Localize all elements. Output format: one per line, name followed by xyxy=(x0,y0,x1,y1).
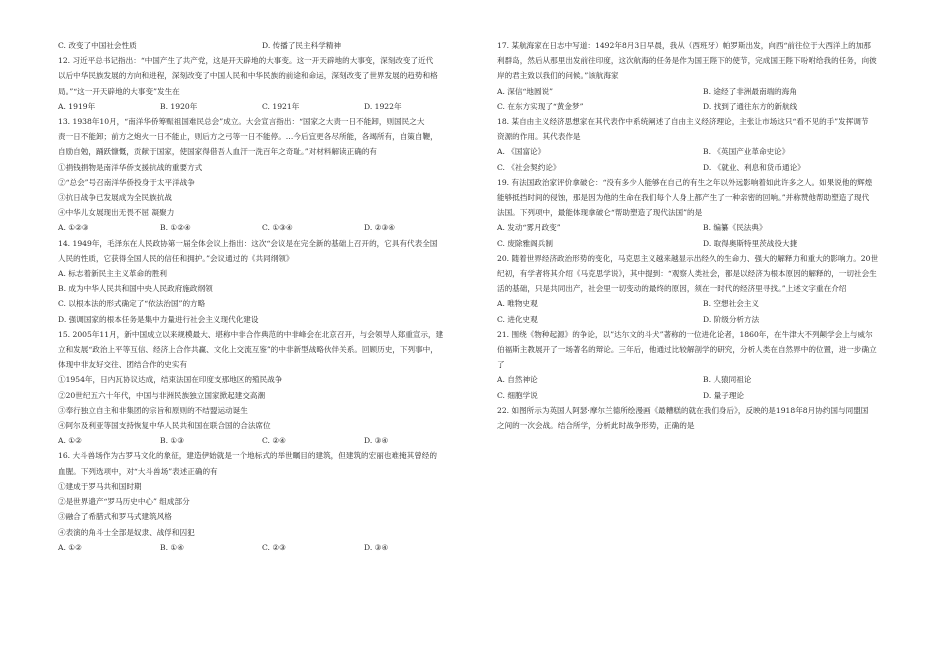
option-b: B. 《英国产业革命史论》 xyxy=(703,147,790,157)
option-c: C. 进化史观 xyxy=(497,314,538,324)
question-stem-line: 血腥。下列选项中，对“大斗兽场”表述正确的有 xyxy=(58,466,218,476)
option-b: B. ①④ xyxy=(160,542,185,552)
options-row xyxy=(497,84,909,99)
option-b: B. 空想社会主义 xyxy=(703,299,759,309)
option-d: D. 传播了民主科学精神 xyxy=(262,41,341,50)
options-row xyxy=(497,220,909,235)
question-stem-line: 局。”“这一开天辟地的大事变”发生在 xyxy=(58,86,180,96)
option-a: A. 自然神论 xyxy=(497,375,538,385)
option-d: D. 取得奥斯特里茨战役大捷 xyxy=(703,238,798,248)
option-d: D. ②③④ xyxy=(364,223,396,233)
statement-item: ②是世界遗产“罗马历史中心” 组成部分 xyxy=(58,497,190,507)
question-stem-line: 19. 有法国政治家评价拿破仑：“没有多少人能够在自己的有生之年以外远影响着如此许多之人。如果说他的辉煌 xyxy=(497,177,873,187)
option-d: D. 找到了通往东方的新航线 xyxy=(703,101,798,111)
option-b: B. 人猿同祖论 xyxy=(703,375,752,385)
options-row xyxy=(497,236,909,251)
question-stem-line: 15. 2005年11月，新中国成立以来规模最大、堪称中非合作典范的中非峰会在北京召开，与会领导人郑重宣示，建 xyxy=(58,329,444,339)
statement-item: ①捐钱捐物是南洋华侨支援抗战的重要方式 xyxy=(58,162,203,172)
question-stem-line: 岸的君主致以我们的问候。”该航海家 xyxy=(497,71,619,81)
question-stem-line: 能够抵挡时间的侵蚀，那是因为他的生命在我们每个人身上都产生了一种亲密的回响。”并称赞他帮助塑造了现代 xyxy=(497,193,870,203)
option-c: C. 以根本法的形式确定了“依法治国”的方略 xyxy=(58,299,206,309)
statement-item: ③奉行独立自主和非集团的宗旨和原则的不结盟运动诞生 xyxy=(58,405,248,415)
question-13 xyxy=(58,114,466,236)
question-19 xyxy=(497,175,909,251)
option-c: C. ②③ xyxy=(262,542,286,552)
statement-item: ④表演的角斗士全部是奴隶、战俘和囚犯 xyxy=(58,527,195,537)
q11-options xyxy=(58,38,466,53)
option-a: A. ①②③ xyxy=(58,223,89,233)
question-stem-line: 活的基础，只是共同出产，社会里一切变动的最终的原因，须在一时代的经济里寻找。”上述文字重在介绍 xyxy=(497,284,847,294)
option-c: C. 《社会契约论》 xyxy=(497,162,561,172)
option-c: C. 在东方实现了“黄金梦” xyxy=(497,101,584,111)
option-d: D. 强调国家的根本任务是集中力量进行社会主义现代化建设 xyxy=(58,314,259,324)
question-12 xyxy=(58,53,466,114)
option-c: C. ②④ xyxy=(262,436,286,446)
statement-item: ②20世纪五六十年代，中国与非洲民族独立国家掀起建交高潮 xyxy=(58,390,266,400)
options-row xyxy=(497,312,909,327)
options-row xyxy=(58,433,466,448)
question-stem-line: 16. 大斗兽场作为古罗马文化的象征，建造伊始就是一个地标式的举世瞩目的建筑，但建筑的宏丽也难掩其曾经的 xyxy=(58,451,437,461)
question-stem-line: 17. 某航海家在日志中写道：1492年8月3日早晨，我从（西班牙）帕罗斯出发，向西“前往位于大西洋上的加那 xyxy=(497,41,871,50)
question-stem-line: 责一日不能卸；前方之炮火一日不能止，则后方之弓等一日不能停。…今后宜更各尽所能，各竭所有，自策自鞭， xyxy=(58,132,438,142)
statement-item: ④阿尔及利亚等国支持恢复中华人民共和国在联合国的合法席位 xyxy=(58,421,271,431)
statement-item: ④中华儿女展现出无畏不屈 凝聚力 xyxy=(58,208,175,218)
question-stem-line: 20. 随着世界经济政治形势的变化，马克思主义越来越显示出经久的生命力、强大的解释力和重大的影响力。20世 xyxy=(497,253,879,263)
statement-item: ①建成于罗马共和国时期 xyxy=(58,481,142,491)
question-stem-line: 12. 习近平总书记指出：“中国产生了共产党，这是开天辟地的大事变。这一开天辟地的大事变，深刻改变了近代 xyxy=(58,56,434,66)
option-a: A. 唯物史观 xyxy=(497,299,538,309)
right-column xyxy=(497,38,909,433)
question-stem-line: 以后中华民族发展的方向和进程，深刻改变了中国人民和中华民族的前途和命运，深刻改变了世界发展的趋势和格 xyxy=(58,71,438,81)
question-stem-line: 法国。下列项中，最能体现拿破仑“帮助塑造了现代法国”的是 xyxy=(497,208,703,218)
options-row xyxy=(58,99,466,114)
statement-item: ①1954年，日内瓦协议达成，结束法国在印度支那地区的殖民战争 xyxy=(58,375,283,385)
question-stem-line: 资源的作用。其代表作是 xyxy=(497,132,581,142)
options-row xyxy=(497,388,909,403)
option-b: B. 编纂《民法典》 xyxy=(703,223,767,233)
question-stem-line: 自励自勉，踊跃慷慨，贡献于国家，使国家得借吾人血汗一洗百年之奇耻。”对材料解读正确的有 xyxy=(58,147,378,157)
option-a: A. 发动“雾月政变” xyxy=(497,223,561,233)
question-stem-line: 伯福斯主教展开了一场著名的辩论。三年后，他通过比较解剖学的研究，分析人类在自然界中的位置，进一步确立 xyxy=(497,345,877,355)
option-d: D. ③④ xyxy=(364,542,389,552)
question-stem-line: 之间的一次会战。结合所学，分析此时战争形势，正确的是 xyxy=(497,421,695,431)
option-c: C. 废除雅阁兵制 xyxy=(497,238,553,248)
options-row xyxy=(497,160,909,175)
question-stem-line: 14. 1949年，毛泽东在人民政协第一届全体会议上指出：这次“会议是在完全新的基础上召开的，它具有代表全国 xyxy=(58,238,438,248)
option-b: B. 1920年 xyxy=(160,101,198,111)
question-stem-line: 体现中非友好交往、团结合作的史实有 xyxy=(58,360,188,370)
option-c: C. 细胞学说 xyxy=(497,390,538,400)
options-row xyxy=(497,99,909,114)
option-d: D. 1922年 xyxy=(364,101,402,111)
option-c: C. 改变了中国社会性质 xyxy=(58,41,137,50)
options-row xyxy=(497,372,909,387)
question-15 xyxy=(58,327,466,449)
option-d: D. 阶级分析方法 xyxy=(703,314,760,324)
statement-item: ③融合了希腊式和罗马式建筑风格 xyxy=(58,512,172,522)
question-20 xyxy=(497,251,909,327)
option-d: D. 《就业、利息和货币通论》 xyxy=(703,162,805,172)
question-stem-line: 13. 1938年10月，“南洋华侨筹赈祖国难民总会”成立。大会宣言指出：“国家之大责一日不能卸，则国民之大 xyxy=(58,117,425,127)
option-b: B. 成为中华人民共和国中央人民政府施政纲领 xyxy=(58,284,213,294)
option-d: D. ③④ xyxy=(364,436,389,446)
statement-item: ②“总会”号召南洋华侨投身于太平洋战争 xyxy=(58,177,195,187)
question-stem-line: 纪初，有学者将其介绍《马克思学说》，其中提到：“观察人类社会，都是以经济为根本原因的解释的，一切社会生 xyxy=(497,269,877,279)
question-21 xyxy=(497,327,909,403)
option-d: D. 量子理论 xyxy=(703,390,745,400)
options-row xyxy=(58,220,466,235)
question-22 xyxy=(497,403,909,433)
option-a: A. ①② xyxy=(58,542,82,552)
question-stem-line: 人民的性质，它获得全国人民的信任和拥护。”会议通过的《共同纲领》 xyxy=(58,253,294,263)
question-stem-line: 18. 某自由主义经济思想家在其代表作中系统阐述了自由主义经济理论，主张让市场这只“看不见的手”发挥调节 xyxy=(497,117,869,127)
option-a: A. ①② xyxy=(58,436,82,446)
question-14 xyxy=(58,236,466,327)
option-a: A. 标志着新民主主义革命的胜利 xyxy=(58,269,168,279)
question-stem-line: 利群岛，然后从那里出发前往印度，这次航海的任务是作为国王陛下的使节，完成国王陛下吩咐给我的任务，向彼 xyxy=(497,56,877,66)
options-row xyxy=(58,540,466,555)
statement-item: ③抗日战争已发展成为全民族抗战 xyxy=(58,193,172,203)
options-row xyxy=(497,296,909,311)
question-stem-line: 22. 如图所示为英国人阿瑟·摩尔兰德所绘漫画《最糟糕的就在我们身后》，反映的是1918年8月协约国与同盟国 xyxy=(497,405,869,415)
question-stem-line: 立和发展“政治上平等互信、经济上合作共赢、文化上交流互鉴”的中非新型战略伙伴关系。回顾历史，下列事中， xyxy=(58,345,438,355)
option-b: B. ①②④ xyxy=(160,223,191,233)
question-stem-line: 了 xyxy=(497,360,505,370)
option-b: B. ①③ xyxy=(160,436,185,446)
question-18 xyxy=(497,114,909,175)
option-a: A. 《国富论》 xyxy=(497,147,546,157)
option-a: A. 1919年 xyxy=(58,101,96,111)
option-c: C. ①③④ xyxy=(262,223,293,233)
question-17 xyxy=(497,38,909,114)
left-column xyxy=(58,38,466,555)
question-stem-line: 21. 围绕《物种起源》的争论，以”达尔文的斗犬”著称的一位进化论者，1860年，在牛津大不列颠学会上与威尔 xyxy=(497,329,873,339)
options-row xyxy=(497,144,909,159)
option-a: A. 深信“地圆说” xyxy=(497,86,554,96)
question-16 xyxy=(58,448,466,554)
option-c: C. 1921年 xyxy=(262,101,300,111)
option-b: B. 途经了非洲最南端的海角 xyxy=(703,86,797,96)
